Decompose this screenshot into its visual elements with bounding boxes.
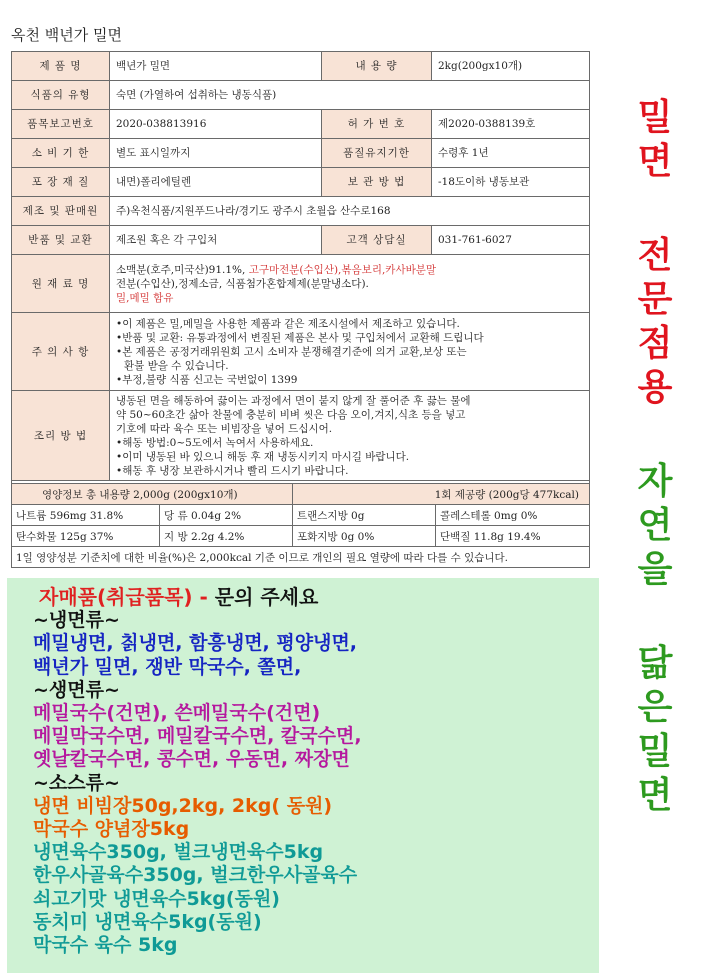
slogan-char: 밀 [637,731,673,772]
caution-line: •반품 및 교환: 유통과정에서 변질된 제품은 본사 및 구입처에서 교환해 드립니다 [116,331,484,344]
category-sauces: ~소스류~ [33,771,120,794]
license-value: 제2020-0388139호 [432,110,590,139]
product-name-value: 백년가 밀면 [110,52,322,81]
product-line: 메밀막국수면, 메밀칼국수면, 칼국수면, [33,725,362,748]
caution-line: 환불 받을 수 있습니다. [124,359,229,372]
returns-header: 반품 및 교환 [12,226,110,255]
cook-header: 조리 방 법 [12,391,110,481]
ingredients-highlight: 고구마전분(수입산),볶음보리,카사바분말 [248,263,437,276]
nutrition-cell: 단백질 11.8g 19.4% [436,526,590,547]
product-line: 메밀국수(건면), 쓴메밀국수(건면) [33,702,321,725]
slogan-char: 면 [637,141,673,182]
caution-value [110,313,590,391]
nutrition-cell: 콜레스테롤 0mg 0% [436,505,590,526]
slogan-char: 전 [637,235,673,276]
slogan-char: 용 [637,367,673,408]
slogan-char: 점 [637,323,673,364]
product-line: 막국수 양념장5kg [33,818,190,841]
nutrition-note: 1일 영양성분 기준치에 대한 비율(%)은 2,000kcal 기준 이므로 개인의 필요 열량에 따라 다를 수 있습니다. [12,547,590,568]
cook-line: •이미 냉동된 바 있으니 해동 후 재 냉동시키지 마시길 바랍니다. [116,450,410,463]
slogan-char: 연 [637,505,673,546]
nutrition-cell: 탄수화물 125g 37% [12,526,160,547]
category-cold-noodles: ~냉면류~ [33,609,120,632]
ingredients-line-2: 전분(수입산),정제소금, 식품첨가혼합제제(분말냉소다). [116,277,369,290]
returns-value: 제조원 혹은 각 구입처 [110,226,322,255]
cook-line: •해동 방법:0~5도에서 녹여서 사용하세요. [116,436,314,449]
ingredients-line-1 [116,263,583,277]
ingredients-main: 소맥분(호주,미국산)91.1%, [116,263,249,276]
content-header: 내 용 량 [322,52,432,81]
slogan-char: 면 [637,775,673,816]
packaging-header: 포 장 재 질 [12,168,110,197]
slogan-char: 자 [637,461,673,502]
product-line: 옛날칼국수면, 콩수면, 우동면, 짜장면 [33,748,350,771]
product-line: 냉면육수350g, 벌크냉면육수5kg [33,841,324,864]
storage-value: -18도이하 냉동보관 [432,168,590,197]
cs-value: 031-761-6027 [432,226,590,255]
nutrition-head-left: 영양정보 총 내용량 2,000g (200gx10개) [12,484,293,505]
food-type-header: 식품의 유형 [12,81,110,110]
slogan-char: 닮 [637,643,673,684]
cook-value [110,391,590,481]
product-line: 메밀냉면, 칡냉면, 함흥냉면, 평양냉면, [33,632,358,655]
cook-line: 냉동된 면을 해동하여 끓이는 과정에서 면이 붙지 않게 잘 풀어준 후 끓는 물에 [116,394,471,407]
slogan-char: 을 [637,549,673,590]
expiry-header: 소 비 기 한 [12,139,110,168]
caution-line: •본 제품은 공정거래위원회 고시 소비자 분쟁해결기준에 의거 교환,보상 또는 [116,345,467,358]
sister-products-title-inquiry: 문의 주세요 [214,585,319,609]
license-header: 허 가 번 호 [322,110,432,139]
maker-header: 제조 및 판매원 [12,197,110,226]
product-line: 냉면 비빔장50g,2kg, 2kg( 동원) [33,794,333,817]
caution-header: 주 의 사 항 [12,313,110,391]
maker-value: 주)옥천식품/지원푸드나라/경기도 광주시 초월읍 산수로168 [110,197,590,226]
product-line: 한우사골육수350g, 벌크한우사골육수 [33,864,358,887]
nutrition-cell: 트랜스지방 0g [293,505,436,526]
slogan-char: 은 [637,687,673,728]
slogan-char: 문 [637,279,673,320]
page-title: 옥천 백년가 밀면 [11,26,122,44]
category-fresh-noodles: ~생면류~ [33,678,120,701]
quality-header: 품질유지기한 [322,139,432,168]
report-no-header: 품목보고번호 [12,110,110,139]
sister-products-panel [7,578,599,973]
quality-value: 수령후 1년 [432,139,590,168]
cook-line: •해동 후 냉장 보관하시거나 빨리 드시기 바랍니다. [116,464,349,477]
cook-line: 약 50~60초간 삶아 찬물에 충분히 비벼 씻은 다음 오이,겨지,식초 등을 넣고 [116,408,466,421]
nutrition-cell: 지 방 2.2g 4.2% [160,526,293,547]
product-label-table [11,51,590,495]
expiry-value: 별도 표시일까지 [110,139,322,168]
sister-products-title [33,586,599,609]
nutrition-head-right: 1회 제공량 (200g당 477kcal) [293,484,590,505]
packaging-value: 내면)폴리에틸렌 [110,168,322,197]
caution-line: •부정,불량 식품 신고는 국번없이 1399 [116,373,298,386]
storage-header: 보 관 방 법 [322,168,432,197]
cook-line: 기호에 따라 육수 또는 비빔장을 넣어 드십시어. [116,422,333,435]
caution-line: •이 제품은 밀,메밀을 사용한 제품과 같은 제조시설에서 제조하고 있습니다. [116,317,460,330]
ingredients-header: 원 재 료 명 [12,255,110,313]
product-line: 백년가 밀면, 쟁반 막국수, 쫄면, [33,655,302,678]
cs-header: 고객 상담실 [322,226,432,255]
nutrition-table [11,483,590,568]
sister-products-title-main: 자매품(취급품목) - [39,585,215,609]
nutrition-cell: 나트륨 596mg 31.8% [12,505,160,526]
allergen-line: 밀,메밀 함유 [116,291,174,304]
product-line: 쇠고기맛 냉면육수5kg(동원) [33,887,280,910]
report-no-value: 2020-038813916 [110,110,322,139]
food-type-value: 숙면 (가열하여 섭취하는 냉동식품) [110,81,590,110]
nutrition-cell: 포화지방 0g 0% [293,526,436,547]
slogan-char: 밀 [637,97,673,138]
product-name-header: 제 품 명 [12,52,110,81]
product-line: 막국수 육수 5kg [33,934,178,957]
content-value: 2kg(200gx10개) [432,52,590,81]
product-line: 동치미 냉면육수5kg(동원) [33,910,262,933]
ingredients-value [110,255,590,313]
nutrition-cell: 당 류 0.04g 2% [160,505,293,526]
side-vertical-slogan [620,96,690,818]
